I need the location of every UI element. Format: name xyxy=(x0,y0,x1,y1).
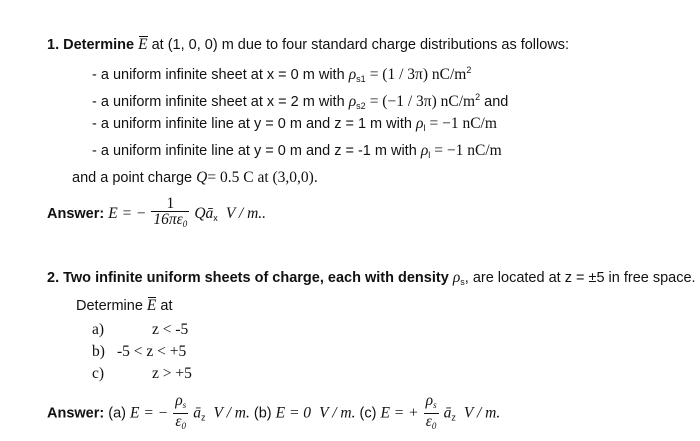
problem1-bullet-1: - a uniform infinite sheet at x = 0 m with $\rho_{s1} = (1 / 3\pi)$ $nC/m^2$ xyxy=(92,65,472,84)
problem2-determine: Determine E at xyxy=(76,297,173,314)
case-b: b) -5 < z < +5 xyxy=(92,343,187,360)
problem2-statement: 2. Two infinite uniform sheets of charge, each with density $\rho_s$, are located at z = ±5 in free space. xyxy=(47,269,696,287)
problem1-bullet-4: - a uniform infinite line at y = 0 m and z = -1 m with $\rho_l = -1$ nC/m xyxy=(92,142,502,160)
problem1-point-charge: and a point charge Q= 0.5 C at (3,0,0). xyxy=(72,169,318,186)
case-c: c) z > +5 xyxy=(92,365,192,382)
problem1-bullet-3: - a uniform infinite line at y = 0 m and z = 1 m with $\rho_l = -1$ nC/m xyxy=(92,115,497,133)
problem1-bullet-2: - a uniform infinite sheet at x = 2 m with $\rho_{s2} = (-1 / 3\pi)$ $nC/m^2$ and xyxy=(92,92,509,111)
e-vector-symbol: E xyxy=(146,297,157,314)
answer1-fraction: $\frac{1}{16\pi\varepsilon_0}$ xyxy=(153,195,188,229)
problem1-answer: Answer: E = − $\frac{1}{16\pi\varepsilon_0}$ $Qā_x$ V / m.. xyxy=(47,196,266,235)
problem2-answer: Answer: (a) E = − $\frac{\rho_s}{\varepsilon_0}$ $ā_z$ V / m. (b) E = 0 V / m. (c) E = + $\frac{\rho_s}{\varepsilon_0}$ $ā_z$ V / m. xyxy=(47,393,500,434)
answer2a-fraction: $\frac{\rho_s}{\varepsilon_0}$ xyxy=(175,392,187,431)
e-vector-symbol: E xyxy=(138,36,148,53)
case-a: a) z < -5 xyxy=(92,321,189,338)
answer2c-fraction: $\frac{\rho_s}{\varepsilon_0}$ xyxy=(425,392,437,431)
problem1-statement: 1. Determine E at (1, 0, 0) m due to four standard charge distributions as follows: xyxy=(47,36,570,53)
